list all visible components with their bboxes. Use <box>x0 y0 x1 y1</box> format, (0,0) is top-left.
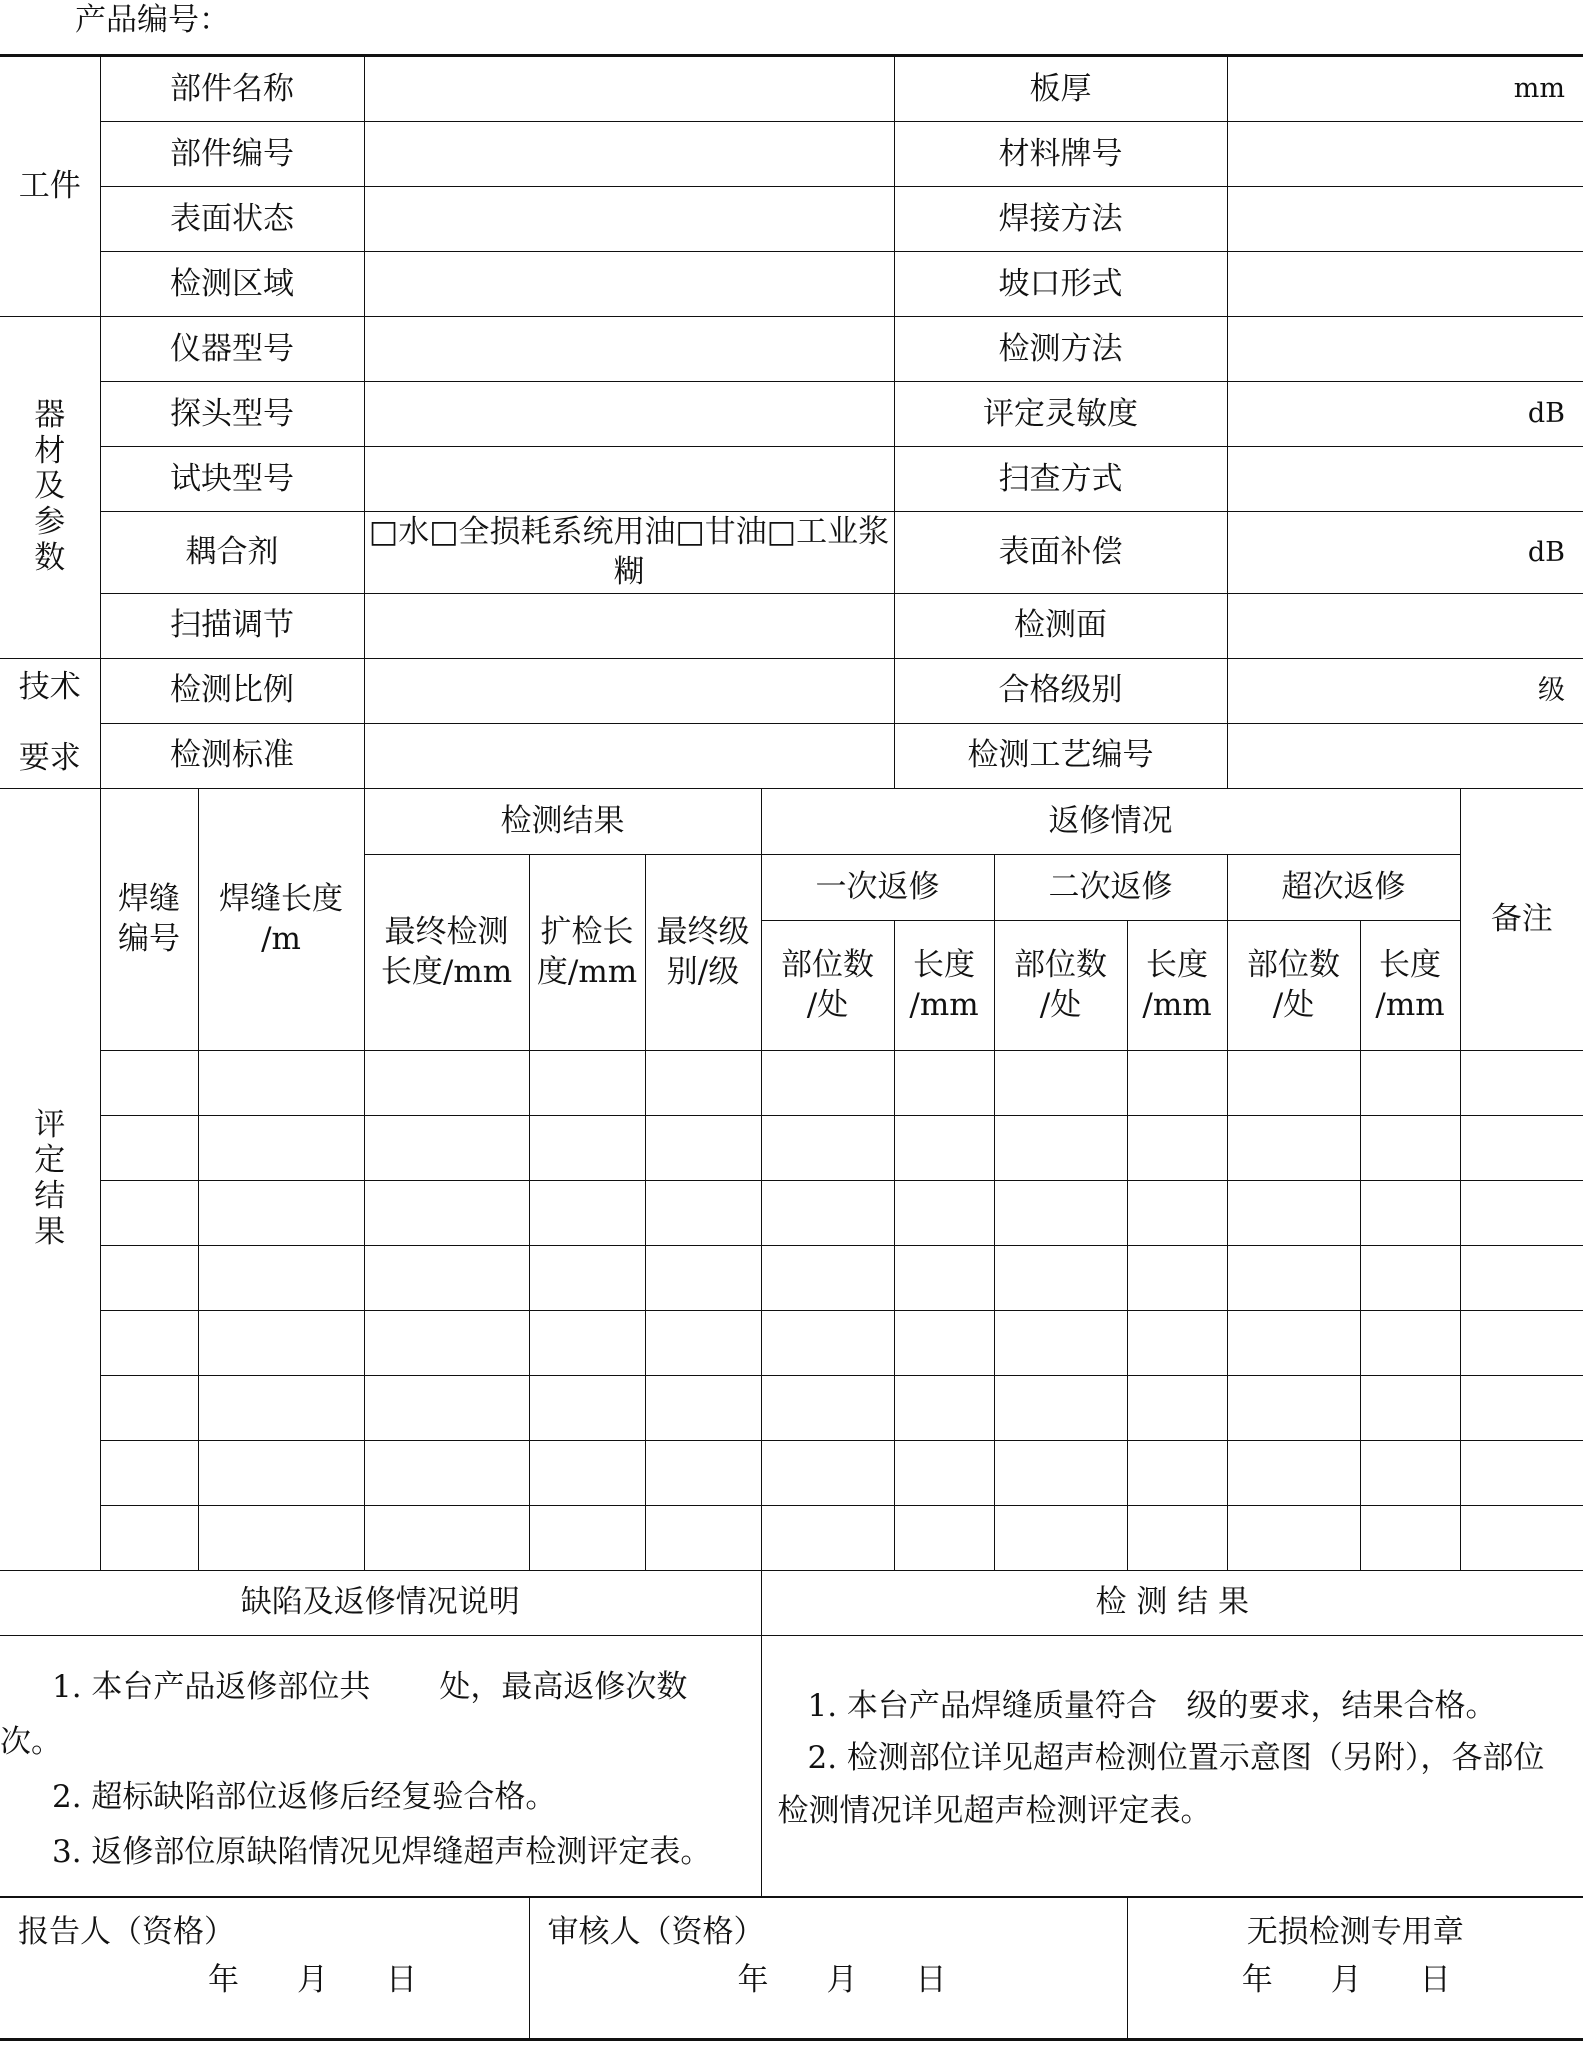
value-eval-sensitivity[interactable]: dB <box>1227 382 1583 447</box>
value-test-block[interactable] <box>364 447 894 512</box>
value-procedure-number[interactable] <box>1227 723 1583 788</box>
table-row <box>0 1050 1583 1115</box>
value-part-name[interactable] <box>364 56 894 122</box>
label-material-grade: 材料牌号 <box>894 122 1227 187</box>
label-probe-model: 探头型号 <box>100 382 364 447</box>
label-inspection-ratio: 检测比例 <box>100 658 364 723</box>
label-surface-compensation: 表面补偿 <box>894 512 1227 594</box>
defect-line-3: 3. 返修部位原缺陷情况见焊缝超声检测评定表。 <box>52 1834 712 1871</box>
header-remarks: 备注 <box>1460 788 1583 1050</box>
group-evaluation-result: 评 定 结 果 <box>0 788 100 1570</box>
label-welding-method: 焊接方法 <box>894 187 1227 252</box>
label-plate-thickness: 板厚 <box>894 56 1227 122</box>
label-test-block: 试块型号 <box>100 447 364 512</box>
label-eval-sensitivity: 评定灵敏度 <box>894 382 1227 447</box>
label-scan-adjustment: 扫描调节 <box>100 593 364 658</box>
header-first-repair: 一次返修 <box>761 854 994 920</box>
value-inspection-surface[interactable] <box>1227 593 1583 658</box>
group-workpiece: 工件 <box>0 56 100 317</box>
value-instrument-model[interactable] <box>364 317 894 382</box>
defect-section-body <box>0 1635 761 1897</box>
value-part-number[interactable] <box>364 122 894 187</box>
label-inspection-method: 检测方法 <box>894 317 1227 382</box>
defect-line-2: 2. 超标缺陷部位返修后经复验合格。 <box>52 1778 557 1815</box>
defect-line-1: 1. 本台产品返修部位共 处，最高返修次数 <box>52 1668 688 1705</box>
value-probe-model[interactable] <box>364 382 894 447</box>
value-couplant-options[interactable]: □水□全损耗系统用油□甘油□工业浆糊 <box>364 512 894 594</box>
label-inspection-surface: 检测面 <box>894 593 1227 658</box>
defect-section-title: 缺陷及返修情况说明 <box>0 1570 761 1635</box>
label-groove-type: 坡口形式 <box>894 252 1227 317</box>
result-section-body <box>761 1635 1583 1897</box>
label-part-number: 部件编号 <box>100 122 364 187</box>
value-inspection-area[interactable] <box>364 252 894 317</box>
label-part-name: 部件名称 <box>100 56 364 122</box>
value-material-grade[interactable] <box>1227 122 1583 187</box>
value-welding-method[interactable] <box>1227 187 1583 252</box>
header-positions: 部位数 /处 <box>1227 920 1360 1050</box>
table-row <box>0 1310 1583 1375</box>
group-equipment: 器 材 及 参 数 <box>0 317 100 659</box>
label-acceptance-grade: 合格级别 <box>894 658 1227 723</box>
header-length: 长度 /mm <box>894 920 994 1050</box>
value-groove-type[interactable] <box>1227 252 1583 317</box>
header-second-repair: 二次返修 <box>994 854 1227 920</box>
header-repair-status: 返修情况 <box>761 788 1460 854</box>
value-surface-compensation[interactable]: dB <box>1227 512 1583 594</box>
group-tech-requirements: 技术 要求 <box>0 658 100 788</box>
header-weld-number: 焊缝 编号 <box>100 788 198 1050</box>
table-row <box>0 1115 1583 1180</box>
label-surface-condition: 表面状态 <box>100 187 364 252</box>
inspection-report-form <box>0 54 1583 2041</box>
value-plate-thickness[interactable]: mm <box>1227 56 1583 122</box>
header-final-grade: 最终级 别/级 <box>645 854 761 1050</box>
value-acceptance-grade[interactable]: 级 <box>1227 658 1583 723</box>
table-row <box>0 1180 1583 1245</box>
reporter-signature[interactable]: 报告人（资格） 年 月 日 <box>0 1897 529 2040</box>
table-row <box>0 1505 1583 1570</box>
ndt-stamp[interactable]: 无损检测专用章 年 月 日 <box>1127 1897 1583 2040</box>
value-scan-mode[interactable] <box>1227 447 1583 512</box>
table-row <box>0 1245 1583 1310</box>
value-inspection-method[interactable] <box>1227 317 1583 382</box>
result-line-1: 1. 本台产品焊缝质量符合 级的要求，结果合格。 <box>807 1687 1497 1724</box>
label-procedure-number: 检测工艺编号 <box>894 723 1227 788</box>
label-scan-mode: 扫查方式 <box>894 447 1227 512</box>
header-length: 长度 /mm <box>1127 920 1227 1050</box>
header-positions: 部位数 /处 <box>994 920 1127 1050</box>
result-line-2: 2. 检测部位详见超声检测位置示意图（另附），各部位检测情况详见超声检测评定表。 <box>777 1740 1545 1829</box>
value-inspection-ratio[interactable] <box>364 658 894 723</box>
product-number-label: 产品编号： <box>75 2 230 38</box>
defect-line-1-tail: 次。 <box>0 1723 62 1760</box>
label-instrument-model: 仪器型号 <box>100 317 364 382</box>
result-section-title: 检 测 结 果 <box>761 1570 1583 1635</box>
header-weld-length: 焊缝长度 /m <box>198 788 364 1050</box>
header-final-length: 最终检测 长度/mm <box>364 854 529 1050</box>
label-couplant: 耦合剂 <box>100 512 364 594</box>
reviewer-signature[interactable]: 审核人（资格） 年 月 日 <box>529 1897 1127 2040</box>
table-row <box>0 1375 1583 1440</box>
header-extended-length: 扩检长 度/mm <box>529 854 645 1050</box>
value-scan-adjustment[interactable] <box>364 593 894 658</box>
header-length: 长度 /mm <box>1360 920 1460 1050</box>
header-inspection-result: 检测结果 <box>364 788 761 854</box>
header-over-repair: 超次返修 <box>1227 854 1460 920</box>
table-row <box>0 1440 1583 1505</box>
header-positions: 部位数 /处 <box>761 920 894 1050</box>
value-surface-condition[interactable] <box>364 187 894 252</box>
label-inspection-area: 检测区域 <box>100 252 364 317</box>
value-inspection-standard[interactable] <box>364 723 894 788</box>
label-inspection-standard: 检测标准 <box>100 723 364 788</box>
